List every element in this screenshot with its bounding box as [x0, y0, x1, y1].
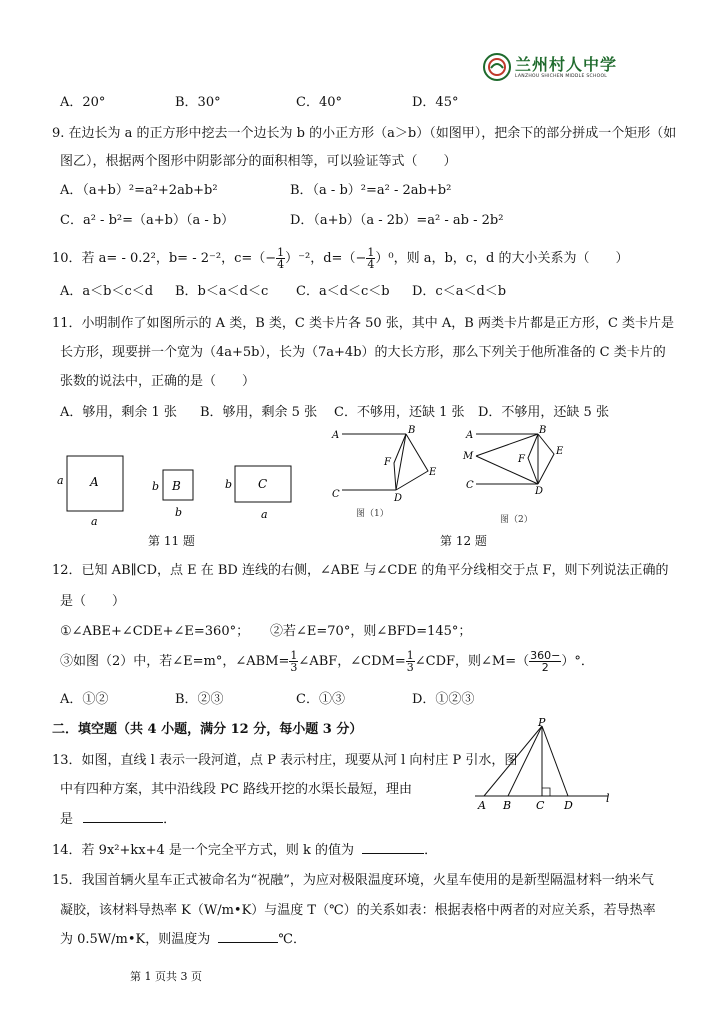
fig1-point-c: C: [332, 489, 340, 500]
q15-stem-3: [60, 932, 306, 948]
card-c-bottom-label: a: [261, 508, 268, 521]
q12-stem-1: 12．已知 AB∥CD，点 E 在 BD 连线的右侧，∠ABE 与∠CDE 的角平分线相交于点 F，则下列说法正确的: [52, 563, 669, 578]
q12-frac-cdm-den: 3: [406, 661, 414, 674]
q10-stem-part3: ）⁰，则 a，b，c，d 的大小关系为（ ）: [375, 251, 629, 266]
q14-stem-text: 14．若 9x²+kx+4 是一个完全平方式，则 k 的值为: [52, 843, 355, 858]
section-2-heading: 二．填空题（共 4 小题，满分 12 分，每小题 3 分）: [52, 722, 363, 737]
q13-stem-3: [60, 812, 176, 828]
q12-statement-1: ①∠ABE+∠CDE+∠E=360°；: [60, 624, 250, 639]
q12-statement-3: [60, 648, 594, 676]
q12-frac-abm-den: 3: [290, 661, 298, 674]
fig2-point-c: C: [466, 480, 474, 491]
school-logo: [482, 50, 618, 84]
q12-frac-cdm: [406, 650, 415, 673]
q12-frac-cdm-num: 1: [406, 649, 414, 662]
fig2-point-e: E: [556, 446, 564, 457]
q12-s3-part3: ∠CDF，则∠M=（: [414, 654, 530, 669]
q12-option-d: D．①②③: [412, 692, 475, 707]
card-a-side-label: a: [57, 474, 64, 487]
q11-option-d: D．不够用，还缺 5 张: [478, 405, 609, 420]
q9-stem-1: 9. 在边长为 a 的正方形中挖去一个边长为 b 的小正方形（a＞b）（如图甲），把余下的部分拼成一个矩形（如: [52, 126, 677, 141]
page-footer: 第 1 页共 3 页: [130, 970, 202, 983]
q10-option-a: A．a＜b＜c＜d: [60, 284, 154, 299]
q13-point-p: P: [538, 718, 546, 729]
q13-stem-2: 中有四种方案，其中沿线段 PC 路线开挖的水渠长最短，理由: [60, 782, 412, 797]
q10-minus-c: −: [265, 251, 277, 266]
school-name-en: LANZHOU SHICHEN MIDDLE SCHOOL: [515, 74, 608, 79]
fig2-point-d: D: [535, 486, 544, 497]
q13-point-d: D: [564, 799, 573, 812]
q12-option-a: A．①②: [60, 692, 109, 707]
q8-option-d: D．45°: [412, 95, 459, 110]
q14-stem: [52, 843, 437, 859]
q8-option-a: A．20°: [60, 95, 106, 110]
q12-s3-part2: ∠ABF，∠CDM=: [298, 654, 406, 669]
q11-cards-figure: [55, 450, 305, 530]
q12-frac-m-num: 360−: [530, 649, 561, 662]
q9-option-c: C．a² - b²=（a+b）（a - b）: [60, 213, 235, 228]
q12-option-b: B．②③: [175, 692, 224, 707]
fig1-point-e: E: [429, 467, 437, 478]
q12-option-c: C．①③: [296, 692, 345, 707]
card-b-side-label: b: [152, 480, 160, 493]
q13-line-l: l: [606, 792, 610, 805]
q11-stem-1: 11．小明制作了如图所示的 A 类，B 类，C 类卡片各 50 张，其中 A，B 两类卡片都是正方形，C 类卡片是: [52, 316, 675, 331]
q12-frac-abm-num: 1: [290, 649, 298, 662]
q10-stem-part2: ）⁻²，d=（: [285, 251, 356, 266]
q10-frac-c-den: 4: [277, 258, 285, 271]
fig1-point-d: D: [394, 493, 403, 504]
fig2-point-a: A: [466, 430, 474, 441]
q9-option-b: B．（a - b）²=a² - 2ab+b²: [290, 183, 452, 198]
q12-frac-m: [529, 650, 561, 673]
q10-option-c: C．a＜d＜c＜b: [296, 284, 390, 299]
q12-frac-m-den: 2: [541, 661, 549, 674]
q15-stem-3-text: 为 0.5W/m•K，则温度为: [60, 932, 211, 947]
card-a-bottom-label: a: [91, 515, 98, 528]
fig2-point-m: M: [463, 451, 474, 462]
q10-option-b: B．b＜a＜d＜c: [175, 284, 269, 299]
q9-option-d: D．（a+b）（a - 2b）=a² - ab - 2b²: [290, 213, 504, 228]
q12-fig-caption: 第 12 题: [440, 534, 487, 548]
q12-fig2-caption: 图（2）: [500, 515, 533, 525]
q12-s3-part1: ③如图（2）中，若∠E=m°，∠ABM=: [60, 654, 290, 669]
q13-period: ．: [163, 812, 177, 827]
q13-stem-3-text: 是: [60, 812, 74, 827]
q14-answer-blank[interactable]: [362, 853, 424, 854]
school-name: 兰州村人中学: [515, 55, 618, 74]
fig1-point-a: A: [332, 430, 340, 441]
q11-option-c: C．不够用，还缺 1 张: [334, 405, 465, 420]
card-a-label: A: [90, 475, 99, 489]
school-emblem-icon: [482, 52, 512, 82]
q12-stem-2: 是（ ）: [60, 594, 126, 609]
q11-option-a: A．够用，剩余 1 张: [60, 405, 177, 420]
q10-minus-d: −: [355, 251, 367, 266]
fig1-point-b: B: [408, 425, 416, 436]
q12-statement-2: ②若∠E=70°，则∠BFD=145°；: [270, 624, 472, 639]
q15-stem-2: 凝胶，该材料导热率 K（W/m•K）与温度 T（℃）的关系如表：根据表格中两者的对应关系，若导热率: [60, 903, 656, 918]
q8-option-b: B．30°: [175, 95, 221, 110]
q11-stem-3: 张数的说法中，正确的是（ ）: [60, 374, 256, 389]
q12-figure-1: [330, 425, 440, 515]
q12-s3-part4: ）°．: [561, 654, 594, 669]
q14-period: ．: [424, 843, 438, 858]
card-c-label: C: [258, 477, 268, 491]
q10-frac-c-num: 1: [277, 246, 285, 259]
q10-stem-part1: 10．若 a= - 0.2²，b= - 2⁻²，c=（: [52, 251, 266, 266]
fig2-point-b: B: [539, 425, 547, 436]
q11-fig-caption: 第 11 题: [148, 534, 195, 548]
q10-stem: [52, 246, 629, 272]
q11-option-b: B．够用，剩余 5 张: [200, 405, 318, 420]
q12-fig1-caption: 图（1）: [356, 509, 389, 519]
card-c-side-label: b: [225, 478, 233, 491]
card-b-bottom-label: b: [175, 506, 183, 519]
q9-stem-2: 图乙），根据两个图形中阴影部分的面积相等，可以验证等式（ ）: [60, 154, 457, 169]
q15-unit: ℃．: [278, 932, 306, 947]
fig2-point-f: F: [518, 454, 525, 465]
q10-frac-d: [366, 247, 375, 270]
q10-option-d: D．c＜a＜d＜b: [412, 284, 507, 299]
q10-frac-d-num: 1: [367, 246, 375, 259]
q10-frac-c: [276, 247, 285, 270]
q13-point-b: B: [503, 799, 512, 812]
q13-answer-blank[interactable]: [83, 822, 163, 823]
fig1-point-f: F: [384, 457, 391, 468]
q13-point-a: A: [478, 799, 486, 812]
q12-figure-2: [462, 424, 572, 514]
q11-stem-2: 长方形，现要拼一个宽为（4a+5b），长为（7a+4b）的大长方形，那么下列关于他所准备的 C 类卡片的: [60, 345, 666, 360]
q15-stem-1: 15．我国首辆火星车正式被命名为“祝融”，为应对极限温度环境，火星车使用的是新型隔温材料一纳米气: [52, 873, 654, 888]
card-b-label: B: [172, 479, 181, 493]
q13-stem-1: 13．如图，直线 l 表示一段河道，点 P 表示村庄，现要从河 l 向村庄 P 引水，图: [52, 753, 518, 768]
q9-option-a: A．（a+b）²=a²+2ab+b²: [60, 183, 218, 198]
q10-frac-d-den: 4: [367, 258, 375, 271]
q13-point-c: C: [536, 799, 545, 812]
q8-option-c: C．40°: [296, 95, 342, 110]
q15-answer-blank[interactable]: [218, 942, 278, 943]
